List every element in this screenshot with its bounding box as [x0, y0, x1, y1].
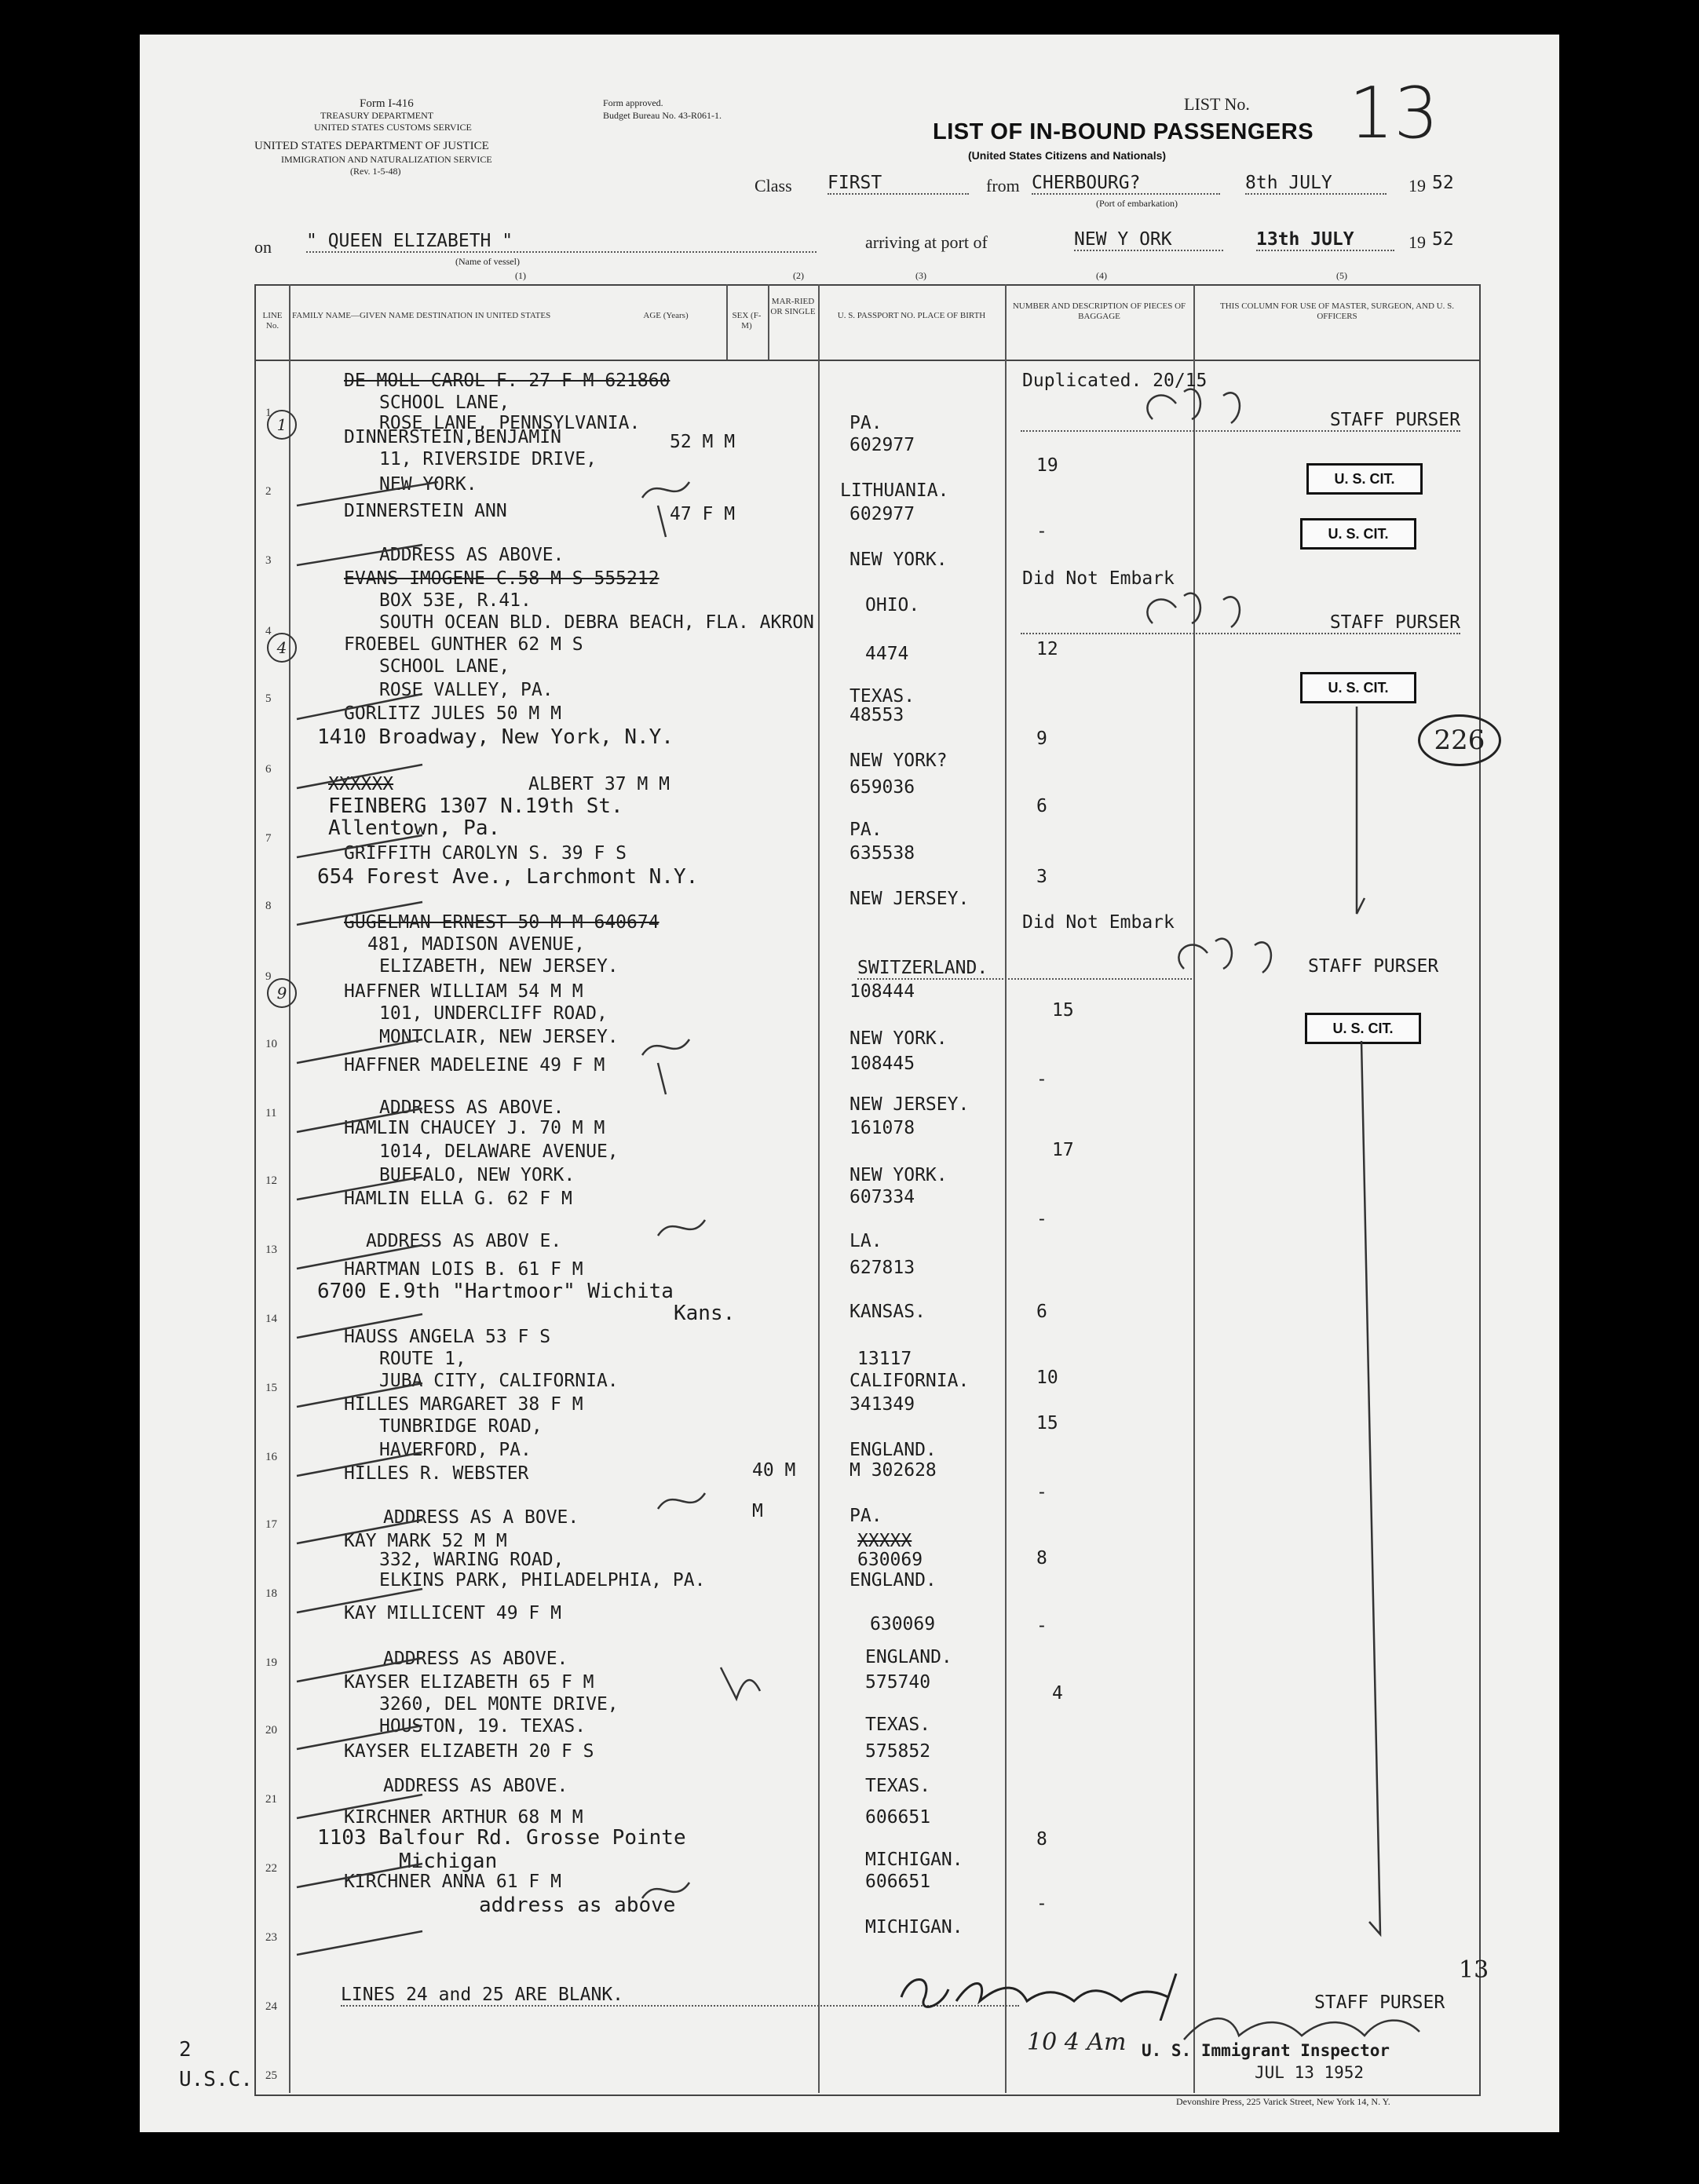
row-13-baggage: - [1036, 1209, 1047, 1229]
row-16-birth: ENGLAND. [850, 1440, 937, 1460]
line-number: 8 [265, 900, 272, 912]
row-15-address2: JUBA CITY, CALIFORNIA. [379, 1371, 619, 1391]
row-14-address: 6700 E.9th "Hartmoor" Wichita [317, 1280, 674, 1303]
row-9-address: 481, MADISON AVENUE, [367, 934, 585, 955]
row-15-birth: CALIFORNIA. [850, 1371, 970, 1391]
date-stamp: JUL 13 1952 [1255, 2063, 1365, 2082]
col-header-married: MAR-RIED OR SINGLE [770, 297, 816, 316]
form-id: Form I-416 [360, 97, 414, 110]
row-18-address: 332, WARING ROAD, [379, 1550, 565, 1570]
page-subtitle: (United States Citizens and Nationals) [968, 149, 1167, 162]
row-13-address: ADDRESS AS ABOV E. [366, 1231, 562, 1251]
row-9-baggage: Did Not Embark [1022, 912, 1175, 933]
row-7-struck: XXXXXX [328, 774, 394, 794]
row-7-name: ALBERT 37 M M [528, 774, 670, 794]
row-19-name: KAY MILLICENT 49 F M [344, 1603, 561, 1623]
form-rev: (Rev. 1-5-48) [350, 166, 401, 177]
row-9-birth: SWITZERLAND. [857, 958, 1195, 980]
class-value: FIRST [828, 173, 969, 195]
row-14-birth: KANSAS. [850, 1302, 926, 1322]
line-number: 24 [265, 2000, 277, 2013]
row-21-passport: 575852 [865, 1741, 931, 1762]
row-10-address2: MONTCLAIR, NEW JERSEY. [379, 1027, 619, 1047]
row-8-address: 654 Forest Ave., Larchmont N.Y. [317, 865, 699, 889]
row-1-birth: PA. [850, 413, 882, 433]
row-17-baggage: - [1036, 1482, 1047, 1503]
port-embark-note: (Port of embarkation) [1096, 198, 1178, 209]
row-7-baggage: 6 [1036, 796, 1047, 816]
row-4-entry: EVANS IMOGENE C.58 M S 555212 [344, 568, 660, 589]
line-number: 23 [265, 1931, 277, 1944]
circled-count: 226 [1418, 714, 1501, 766]
row-18-address2: ELKINS PARK, PHILADELPHIA, PA. [379, 1570, 706, 1591]
class-label: Class [755, 176, 792, 195]
row-22-name: KIRCHNER ARTHUR 68 M M [344, 1807, 583, 1828]
row-16-passport: 341349 [850, 1394, 915, 1415]
line-number: 11 [265, 1107, 277, 1119]
row-17-birth: PA. [850, 1506, 882, 1526]
row-2-passport: 602977 [850, 435, 915, 455]
row-22-passport: 606651 [865, 1807, 931, 1828]
row-7-passport: 659036 [850, 777, 915, 798]
row-24-note: LINES 24 and 25 ARE BLANK. [341, 1985, 1019, 2007]
row-15-baggage: 10 [1036, 1368, 1058, 1388]
row-17-passport: M 302628 [850, 1460, 937, 1481]
row-22-address: 1103 Balfour Rd. Grosse Pointe [317, 1826, 686, 1850]
row-10-baggage: 15 [1052, 1000, 1074, 1021]
printer-credit: Devonshire Press, 225 Varick Street, New York 14, N. Y. [1176, 2096, 1390, 2107]
row-8-passport: 635538 [850, 843, 915, 864]
line-number: 19 [265, 1656, 277, 1669]
row-18-baggage: 8 [1036, 1548, 1047, 1569]
col-header-baggage: NUMBER AND DESCRIPTION OF PIECES OF BAGGAGE [1012, 301, 1186, 321]
row-10-name: HAFFNER WILLIAM 54 M M [344, 981, 583, 1002]
row-23-birth: MICHIGAN. [865, 1917, 963, 1937]
row-12-birth: NEW YORK. [850, 1165, 948, 1185]
row-6-baggage: 9 [1036, 729, 1047, 749]
us-cit-stamp: U. S. CIT. [1305, 1013, 1421, 1044]
handwritten-marks [140, 35, 1559, 2132]
col-header-name: FAMILY NAME—GIVEN NAME DESTINATION IN UNITED STATES [292, 311, 551, 320]
row-14-address2: Kans. [674, 1302, 736, 1325]
row-8-birth: NEW JERSEY. [850, 889, 970, 909]
line-number: 9 [265, 970, 272, 983]
row-21-address: ADDRESS AS ABOVE. [383, 1776, 568, 1796]
row-22-address2: Michigan [399, 1850, 498, 1873]
row-5-passport: 4474 [865, 644, 909, 664]
row-2-address: 11, RIVERSIDE DRIVE, [379, 449, 597, 469]
row-8-baggage: 3 [1036, 867, 1047, 887]
row-1-baggage: Duplicated. 20/15 [1022, 371, 1208, 391]
row-15-name: HAUSS ANGELA 53 F S [344, 1327, 551, 1347]
row-18-birth: ENGLAND. [850, 1570, 937, 1591]
row-5-baggage: 12 [1036, 639, 1058, 659]
line-number: 4 [265, 625, 272, 637]
row-11-name: HAFFNER MADELEINE 49 F M [344, 1055, 605, 1076]
from-label: from [986, 176, 1020, 195]
row-1-address: SCHOOL LANE, [379, 393, 510, 413]
line-number: 15 [265, 1382, 277, 1394]
row-2-baggage: 19 [1036, 455, 1058, 476]
line-number: 12 [265, 1174, 277, 1187]
row-4-birth: OHIO. [865, 595, 920, 615]
row-20-baggage: 4 [1052, 1683, 1063, 1704]
row-1-entry: DE MOLL CAROL F. 27 F M 621860 [344, 371, 670, 391]
row-1-address2: ROSE LANE, PENNSYLVANIA. [379, 413, 641, 433]
row-9-entry: GUGELMAN ERNEST 50 M M 640674 [344, 912, 660, 933]
us-cit-stamp: U. S. CIT. [1306, 463, 1423, 495]
col-header-officers: THIS COLUMN FOR USE OF MASTER, SURGEON, AND U. S. OFFICERS [1220, 301, 1454, 321]
line-number: 13 [265, 1244, 277, 1256]
row-4-address: BOX 53E, R.41. [379, 590, 532, 611]
row-16-address: TUNBRIDGE ROAD, [379, 1416, 543, 1437]
row-16-address2: HAVERFORD, PA. [379, 1440, 532, 1460]
row-22-birth: MICHIGAN. [865, 1850, 963, 1870]
page-number-note: 13 [1459, 1956, 1489, 1984]
line-number: 25 [265, 2069, 277, 2082]
page-title: LIST OF IN-BOUND PASSENGERS [933, 119, 1314, 144]
arrival-year-suffix: 52 [1432, 229, 1454, 250]
row-2-birth: LITHUANIA. [840, 480, 949, 501]
row-11-passport: 108445 [850, 1054, 915, 1074]
row-12-name: HAMLIN CHAUCEY J. 70 M M [344, 1118, 605, 1138]
row-12-address2: BUFFALO, NEW YORK. [379, 1165, 575, 1185]
row-23-passport: 606651 [865, 1872, 931, 1892]
list-no-value: 13 [1349, 72, 1439, 155]
row-2-age-sex: 52 M M [670, 432, 736, 452]
row-17-address: ADDRESS AS A BOVE. [383, 1507, 579, 1528]
margin-circle-mark: 4 [267, 633, 297, 663]
dept-ins: IMMIGRATION AND NATURALIZATION SERVICE [281, 154, 492, 165]
row-12-baggage: 17 [1052, 1140, 1074, 1160]
row-2-name: DINNERSTEIN,BENJAMIN [344, 427, 561, 447]
row-7-birth: PA. [850, 820, 882, 840]
row-16-name: HILLES MARGARET 38 F M [344, 1394, 583, 1415]
margin-circle-mark: 1 [267, 410, 297, 440]
line-number: 20 [265, 1724, 277, 1737]
row-5-name: FROEBEL GUNTHER 62 M S [344, 634, 583, 655]
row-13-name: HAMLIN ELLA G. 62 F M [344, 1189, 572, 1209]
col-header-age: AGE (Years) [643, 311, 689, 320]
arrival-date: 13th JULY [1256, 229, 1394, 251]
arrival-port: NEW Y ORK [1074, 229, 1223, 251]
year-suffix: 52 [1432, 173, 1454, 193]
row-20-name: KAYSER ELIZABETH 65 F M [344, 1672, 594, 1693]
row-3-address: ADDRESS AS ABOVE. [379, 545, 565, 565]
line-number: 2 [265, 485, 272, 498]
row-15-passport: 13117 [857, 1349, 912, 1369]
row-4-address2: SOUTH OCEAN BLD. DEBRA BEACH, FLA. AKRON [379, 612, 814, 633]
row-4-baggage: Did Not Embark [1022, 568, 1175, 589]
col-header-line: LINE No. [262, 311, 283, 331]
list-no-label: LIST No. [1184, 94, 1250, 114]
col-num: (1) [515, 270, 526, 281]
dept-justice: UNITED STATES DEPARTMENT OF JUSTICE [254, 140, 489, 152]
line-number: 6 [265, 763, 272, 776]
row-5-address: SCHOOL LANE, [379, 656, 510, 677]
row-10-birth: NEW YORK. [850, 1028, 948, 1049]
row-5-address2: ROSE VALLEY, PA. [379, 680, 554, 700]
budget-bureau: Budget Bureau No. 43-R061-1. [603, 110, 722, 121]
row-11-birth: NEW JERSEY. [850, 1094, 970, 1115]
usc-mark-num: 2 [179, 2038, 192, 2062]
line-number: 16 [265, 1451, 277, 1463]
row-6-passport: 48553 [850, 705, 904, 725]
row-17-age-sex: 40 M [752, 1460, 796, 1481]
row-19-address: ADDRESS AS ABOVE. [383, 1649, 568, 1669]
row-23-address: address as above [479, 1894, 676, 1917]
vessel-note: (Name of vessel) [455, 256, 520, 267]
row-23-baggage: - [1036, 1894, 1047, 1914]
line-number: 1 [265, 407, 272, 419]
row-8-name: GRIFFITH CAROLYN S. 39 F S [344, 843, 627, 864]
row-12-passport: 161078 [850, 1118, 915, 1138]
row-19-passport: 630069 [870, 1614, 936, 1634]
line-number: 21 [265, 1793, 277, 1806]
purser-3: STAFF PURSER [1308, 956, 1439, 977]
col-num: (3) [915, 270, 926, 281]
row-21-birth: TEXAS. [865, 1776, 931, 1796]
row-3-name: DINNERSTEIN ANN [344, 501, 507, 521]
row-19-birth: ENGLAND. [865, 1647, 952, 1667]
arrival-year-prefix: 19 [1409, 232, 1426, 252]
row-17-name: HILLES R. WEBSTER [344, 1463, 529, 1484]
purser-1: STAFF PURSER [1021, 410, 1460, 432]
col-header-passport: U. S. PASSPORT NO. PLACE OF BIRTH [837, 311, 986, 320]
dept-treasury: TREASURY DEPARTMENT [320, 110, 434, 121]
purser-4: STAFF PURSER [1314, 1992, 1445, 2013]
row-20-address2: HOUSTON, 19. TEXAS. [379, 1716, 586, 1737]
row-9-address2: ELIZABETH, NEW JERSEY. [379, 956, 619, 977]
row-13-birth: LA. [850, 1231, 882, 1251]
row-19-baggage: - [1036, 1616, 1047, 1636]
vessel-name: " QUEEN ELIZABETH " [306, 231, 817, 253]
row-21-name: KAYSER ELIZABETH 20 F S [344, 1741, 594, 1762]
row-23-name: KIRCHNER ANNA 61 F M [344, 1872, 561, 1892]
line-number: 5 [265, 692, 272, 705]
inspector-label: U. S. Immigrant Inspector [1142, 2041, 1390, 2060]
row-3-baggage: - [1036, 521, 1047, 542]
row-5-birth: TEXAS. [850, 686, 915, 707]
row-18-name: KAY MARK 52 M M [344, 1531, 507, 1551]
on-label: on [254, 237, 272, 257]
col-num: (2) [793, 270, 804, 281]
row-3-birth: NEW YORK. [850, 550, 948, 570]
row-10-passport: 108444 [850, 981, 915, 1002]
row-3-age-sex: 47 F M [670, 504, 736, 524]
us-cit-stamp: U. S. CIT. [1300, 672, 1416, 703]
row-6-address: 1410 Broadway, New York, N.Y. [317, 725, 674, 749]
row-18-struck: XXXXX [857, 1531, 912, 1551]
row-11-address: ADDRESS AS ABOVE. [379, 1097, 565, 1118]
col-num: (5) [1336, 270, 1347, 281]
row-6-name: GORLITZ JULES 50 M M [344, 703, 561, 724]
row-14-baggage: 6 [1036, 1302, 1047, 1322]
row-17-married: M [752, 1501, 763, 1521]
row-12-address: 1014, DELAWARE AVENUE, [379, 1141, 619, 1162]
row-11-baggage: - [1036, 1069, 1047, 1090]
row-18-passport: 630069 [857, 1550, 923, 1570]
row-10-address: 101, UNDERCLIFF ROAD, [379, 1003, 608, 1024]
usc-mark: U.S.C. [179, 2068, 253, 2091]
row-6-birth: NEW YORK? [850, 751, 948, 771]
row-7-address2: Allentown, Pa. [328, 816, 501, 840]
from-value: CHERBOURG? [1032, 173, 1220, 195]
row-15-address: ROUTE 1, [379, 1349, 466, 1369]
margin-circle-mark: 9 [267, 978, 297, 1008]
row-7-address: FEINBERG 1307 N.19th St. [328, 794, 623, 818]
line-number: 14 [265, 1313, 277, 1325]
form-approval: Form approved. [603, 97, 663, 108]
row-20-passport: 575740 [865, 1672, 931, 1693]
arriving-label: arriving at port of [865, 232, 988, 252]
us-cit-stamp: U. S. CIT. [1300, 518, 1416, 550]
col-header-sex: SEX (F-M) [732, 311, 762, 331]
line-number: 18 [265, 1587, 277, 1600]
dept-customs: UNITED STATES CUSTOMS SERVICE [314, 122, 472, 133]
year-prefix: 19 [1409, 176, 1426, 195]
row-22-baggage: 8 [1036, 1829, 1047, 1850]
depart-date: 8th JULY [1245, 173, 1387, 195]
line-number: 7 [265, 832, 272, 845]
line-number: 3 [265, 554, 272, 567]
row-14-passport: 627813 [850, 1258, 915, 1278]
purser-2: STAFF PURSER [1021, 612, 1460, 634]
line-number: 17 [265, 1518, 277, 1531]
row-16-baggage: 15 [1036, 1413, 1058, 1433]
col-num: (4) [1096, 270, 1107, 281]
manifest-sheet [140, 35, 1559, 2132]
row-13-passport: 607334 [850, 1187, 915, 1207]
line-number: 10 [265, 1038, 277, 1050]
line-number: 22 [265, 1862, 277, 1875]
row-2-address2: NEW YORK. [379, 474, 477, 495]
row-14-name: HARTMAN LOIS B. 61 F M [344, 1259, 583, 1280]
row-20-address: 3260, DEL MONTE DRIVE, [379, 1694, 619, 1715]
time-note: 10 4 Am [1027, 2029, 1127, 2056]
row-20-birth: TEXAS. [865, 1715, 931, 1735]
row-3-passport: 602977 [850, 504, 915, 524]
